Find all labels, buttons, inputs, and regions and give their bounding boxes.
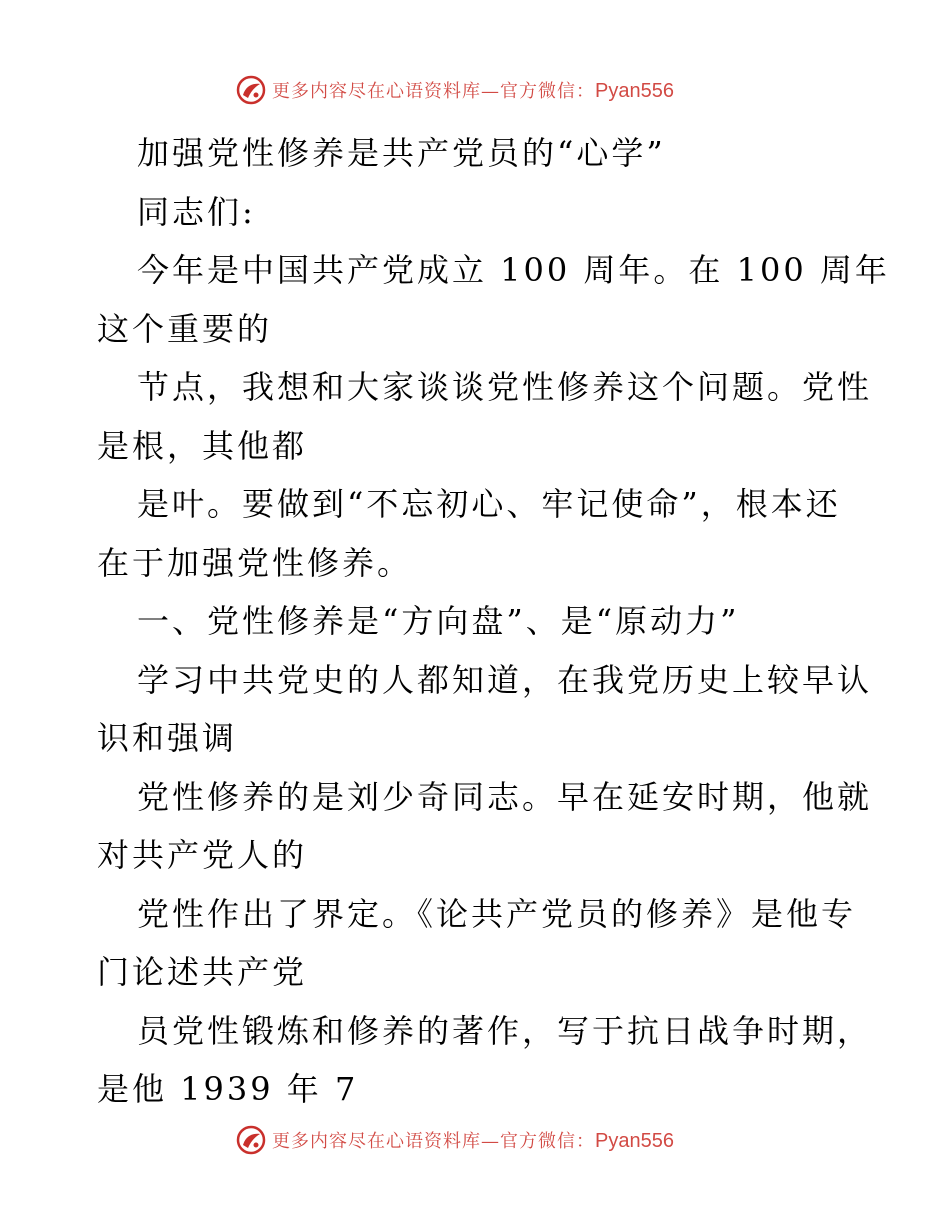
watermark-footer: [236, 1124, 674, 1156]
paragraph-line: 这个重要的: [97, 309, 273, 348]
salutation: 同志们:: [137, 192, 256, 231]
paragraph-line: 党性作出了界定。《论共产党员的修养》是他专: [137, 894, 857, 933]
paragraph-line: 门论述共产党: [97, 953, 308, 991]
document-body: [97, 124, 890, 1119]
watermark-text: [272, 77, 674, 103]
paragraph-line: 对共产党人的: [97, 836, 308, 874]
paragraph-line: 党性修养的是刘少奇同志。早在延安时期，他就: [137, 777, 873, 816]
watermark-wechat-id: Pyan556: [595, 80, 674, 102]
paragraph-line: 今年是中国共产党成立 100 周年。在 100 周年: [137, 251, 890, 289]
paragraph-line: 在于加强党性修养。: [97, 543, 413, 582]
watermark-dash: —: [481, 81, 500, 102]
paragraph-line: 是根，其他都: [97, 426, 308, 465]
watermark-text: [272, 1127, 674, 1153]
watermark-site-text: 更多内容尽在心语资料库: [272, 81, 481, 102]
document-title: 加强党性修养是共产党员的“心学”: [137, 134, 666, 172]
watermark-header: [236, 74, 674, 106]
ink-brush-logo-icon: [236, 1125, 266, 1155]
watermark-wechat-label: 官方微信：: [500, 1131, 595, 1152]
ink-brush-logo-icon: [236, 75, 266, 105]
paragraph-line: 员党性锻炼和修养的著作，写于抗日战争时期，: [137, 1011, 873, 1050]
paragraph-line: 是他 1939 年 7: [97, 1070, 359, 1108]
watermark-wechat-label: 官方微信：: [500, 81, 595, 102]
watermark-dash: —: [481, 1131, 500, 1152]
watermark-wechat-id: Pyan556: [595, 1130, 674, 1152]
paragraph-line: 学习中共党史的人都知道，在我党历史上较早认: [137, 660, 873, 699]
paragraph-line: 识和强调: [97, 719, 238, 757]
section-heading: 一、党性修养是“方向盘”、是“原动力”: [137, 602, 740, 640]
watermark-site-text: 更多内容尽在心语资料库: [272, 1131, 481, 1152]
paragraph-line: 节点，我想和大家谈谈党性修养这个问题。党性: [137, 368, 873, 406]
paragraph-line: 是叶。要做到“不忘初心、牢记使命”，根本还: [137, 485, 841, 523]
